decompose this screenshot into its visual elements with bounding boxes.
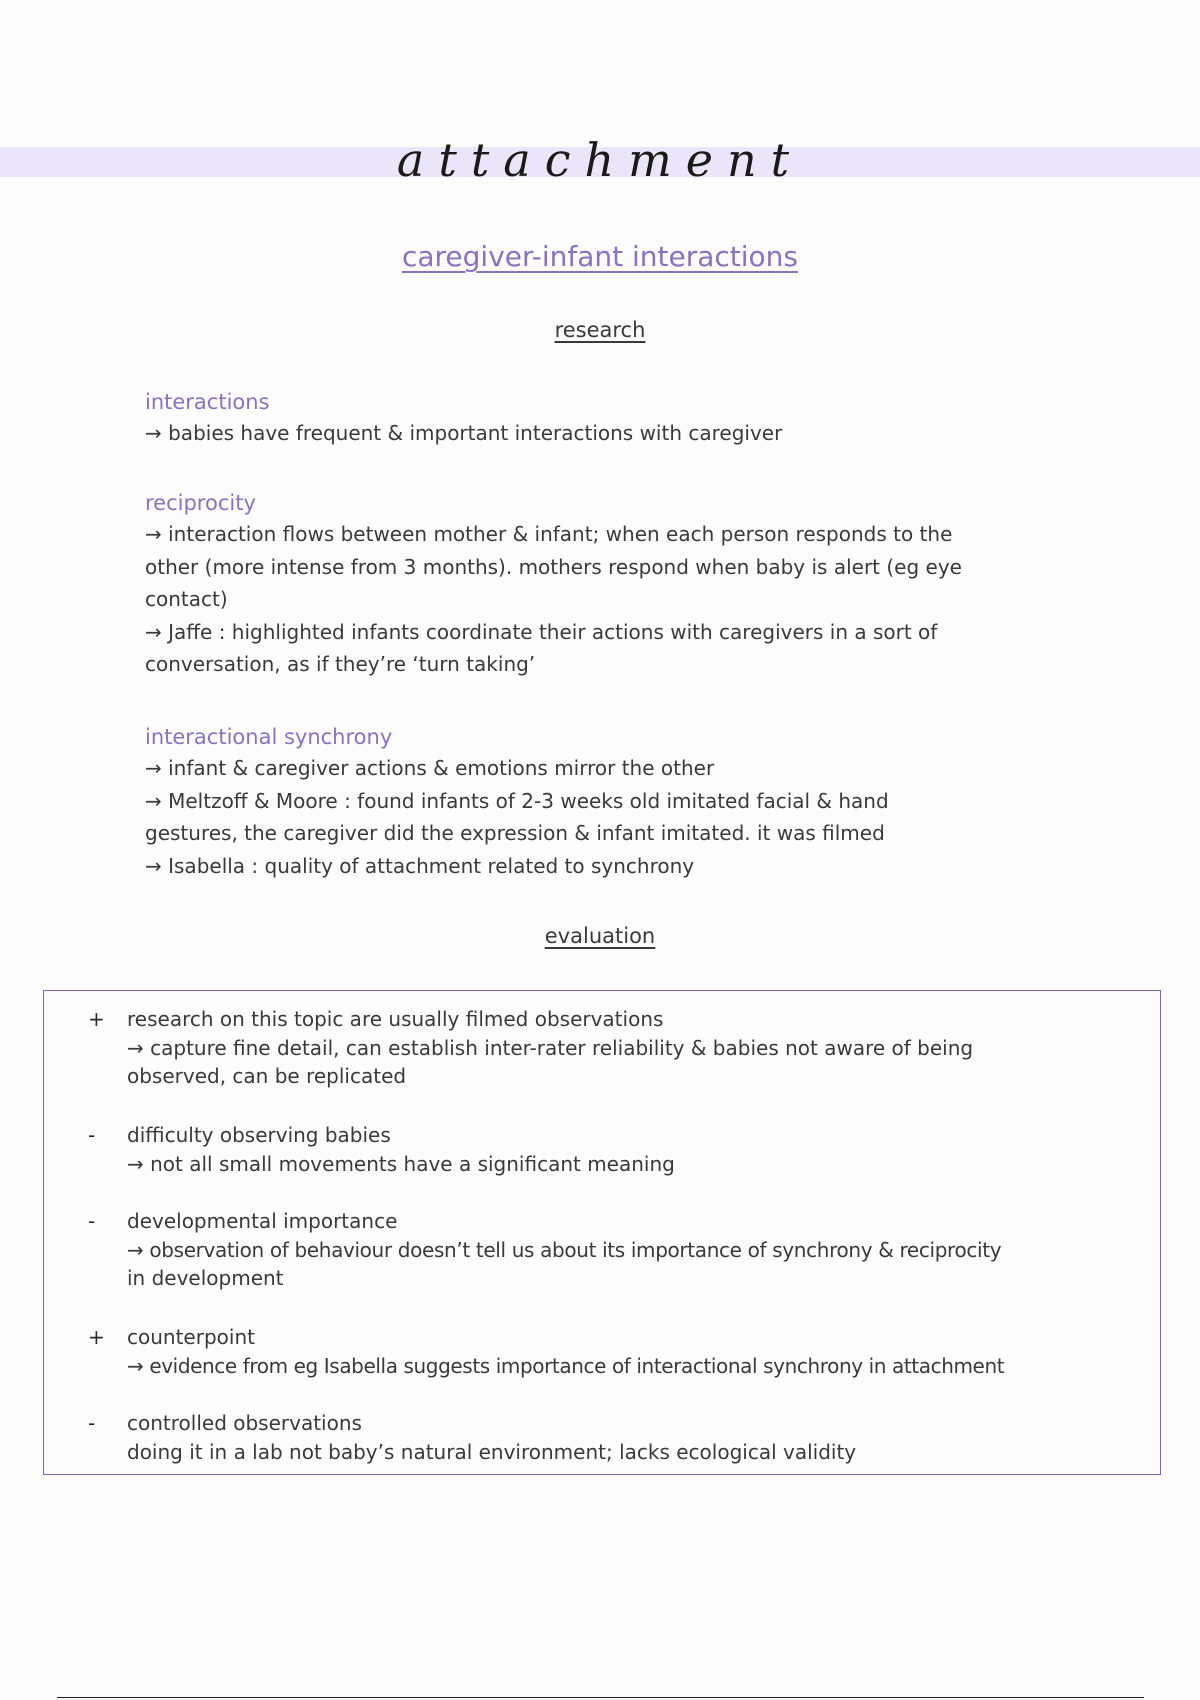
topic-interactions: [145, 387, 1065, 450]
topic-line: → interaction flows between mother & infant; when each person responds to the: [145, 522, 953, 546]
evaluation-line: in development: [127, 1266, 284, 1290]
topic-reciprocity: [145, 488, 1065, 681]
topic-line: contact): [145, 587, 228, 611]
evaluation-sign: +: [88, 1325, 105, 1349]
evaluation-line: difficulty observing babies: [127, 1123, 391, 1147]
topic-line: conversation, as if they’re ‘turn taking’: [145, 652, 536, 676]
page-subtitle: caregiver-infant interactions: [401, 240, 799, 273]
topic-line: → Jaffe : highlighted infants coordinate their actions with caregivers in a sort of: [145, 619, 938, 644]
evaluation-text: [127, 1121, 1157, 1178]
bottom-divider: [57, 1697, 1144, 1698]
research-heading: research: [554, 318, 646, 342]
evaluation-sign: +: [88, 1007, 105, 1031]
evaluation-line: observed, can be replicated: [127, 1064, 407, 1088]
evaluation-line: research on this topic are usually filmed observations: [127, 1007, 664, 1031]
topic-interactional-synchrony: [145, 722, 1065, 882]
evaluation-sign: -: [88, 1209, 96, 1233]
topic-line: gestures, the caregiver did the expression & infant imitated. it was filmed: [145, 821, 885, 845]
topic-title: interactions: [145, 390, 270, 414]
evaluation-text: [127, 1409, 1157, 1466]
evaluation-text: [127, 1005, 1157, 1091]
evaluation-text: [127, 1323, 1157, 1380]
evaluation-text: [127, 1207, 1157, 1293]
topic-title: interactional synchrony: [145, 725, 393, 749]
topic-line: other (more intense from 3 months). mothers respond when baby is alert (eg eye: [145, 554, 962, 579]
page-title: attachment: [396, 133, 804, 187]
evaluation-line: → capture fine detail, can establish inter-rater reliability & babies not aware of being: [127, 1035, 974, 1060]
evaluation-sign: -: [88, 1123, 96, 1147]
evaluation-heading: evaluation: [544, 924, 656, 948]
evaluation-line: → observation of behaviour doesn’t tell us about its importance of synchrony & reciprocity: [127, 1237, 1002, 1262]
topic-line: → Meltzoff & Moore : found infants of 2-3 weeks old imitated facial & hand: [145, 788, 889, 813]
topic-line: → Isabella : quality of attachment related to synchrony: [145, 853, 695, 878]
topic-line: → babies have frequent & important interactions with caregiver: [145, 421, 783, 445]
evaluation-line: counterpoint: [127, 1325, 255, 1349]
evaluation-line: developmental importance: [127, 1209, 398, 1233]
evaluation-line: controlled observations: [127, 1411, 362, 1435]
topic-title: reciprocity: [145, 491, 256, 515]
evaluation-line: → evidence from eg Isabella suggests importance of interactional synchrony in attachment: [127, 1353, 1005, 1378]
evaluation-box: [43, 990, 1161, 1475]
evaluation-sign: -: [88, 1411, 96, 1435]
topic-line: → infant & caregiver actions & emotions mirror the other: [145, 756, 715, 780]
evaluation-line: → not all small movements have a significant meaning: [127, 1151, 675, 1176]
evaluation-line: doing it in a lab not baby’s natural environment; lacks ecological validity: [127, 1439, 857, 1464]
